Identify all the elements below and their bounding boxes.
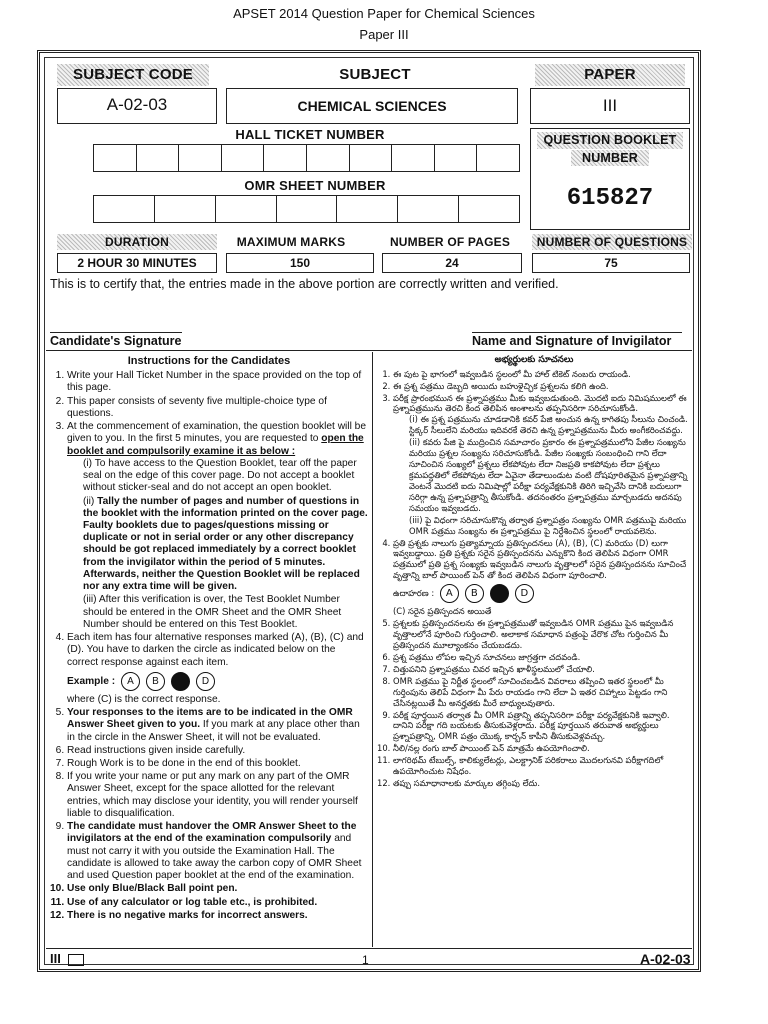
- printer-logo-icon: [68, 954, 84, 966]
- booklet-label-line2: NUMBER: [571, 150, 649, 166]
- telugu-option-d-circle: D: [515, 584, 534, 603]
- instruction-5: [67, 707, 368, 744]
- document-subtitle: Paper III: [359, 27, 409, 42]
- instruction-3-ii-text: Tally the number of pages and number of questions in the booklet with the information printed on the cover page. Faulty booklets due to pages/questions missing or duplicate or not in serial order or any other discrepancy should be got replaced immediately by a correct booklet from the invigilator within the period of 5 minutes. Afterwards, neither the Question Booklet will be replaced nor any extra time will be given.: [83, 495, 368, 593]
- max-marks-box: [226, 253, 374, 273]
- subject-code-value: A-02-03: [106, 95, 168, 114]
- telugu-instruction-3-text: పరీక్ష ప్రారంభమున ఈ ప్రశ్నాపత్రము మీకు ఇవ్వబడుతుంది. మొదటి ఐదు నిమిషములలో ఈ ప్రశ్నాపత్రమును తెరచి కింద తెలిపిన అంశాలను తప్పనిసరిగా సరిచూసుకోండి.: [393, 392, 687, 414]
- telugu-instruction-3-ii: (ii) కవరు పేజి పై ముద్రించిన సమాచారం ప్రకారం ఈ ప్రశ్నాపత్రములోని పేజీల సంఖ్యను మరియు ప్రశ్నల సంఖ్యను సరిచూసుకోండి. పేజీల సంఖ్యకు సంబంధించి గాని లేదా సూచించిన సంఖ్యలో ప్రశ్నలు లేకపోవుట లేదా నిజప్రతి కాకపోవుట లేదా ప్రశ్నలు క్రమపద్ధతిలో లేకపోవుట లేదా ఏవైనా తేడాలుండుట వంటి దోషపూరితమైన ప్రశ్నాపత్రాన్ని వెంటనే మొదటి ఐదు నిమిషాల్లో పరీక్షా పర్యవేక్షకునికి తిరిగి ఇచ్చివేసి దానికి బదులుగా సరిగ్గా ఉన్న ప్రశ్నాపత్రాన్ని తీసుకోండి. తదనంతరం ప్రశ్నాపత్రము మార్చబడదు అదనపు సమయం ఇవ్వబడదు.: [409, 437, 688, 513]
- duration-box: [57, 253, 217, 273]
- certify-text: This is to certify that, the entries made in the above portion are correctly written and verified.: [50, 277, 559, 291]
- telugu-option-b-circle: B: [465, 584, 484, 603]
- instruction-3-ii: (ii) Tally the number of pages and number of questions in the booklet with the information printed on the cover page. Faulty booklets due to pages/questions missing or duplicate or not in serial order or any other discrepancy should be got replaced immediately by a correct booklet from the invigilator within the period of 5 minutes. Afterwards, neither the Question Booklet will be replaced nor any extra time will be given.: [83, 495, 368, 593]
- telugu-instruction-4: [393, 538, 692, 618]
- instruction-8: 8. If you write your name or put any mark on any part of the OMR Answer Sheet, except for the space allotted for the relevant entries, which may disclose your identity, you will render yourself liable to disqualification.: [67, 771, 368, 820]
- instruction-3: [67, 421, 368, 631]
- subject-code-box: [57, 88, 217, 124]
- instruction-3-i-text: To have access to the Question Booklet, tear off the paper seal on the edge of this cover page. Do not accept a booklet without sticker-seal and do not accept an open booklet.: [83, 457, 357, 494]
- instruction-4: [67, 632, 368, 706]
- option-b-circle: B: [146, 672, 165, 691]
- instructions-heading: Instructions for the Candidates: [127, 355, 291, 367]
- instruction-3-intro: At the commencement of examination, the question booklet will be given to you. In the first 5 minutes, you are requested to: [67, 421, 366, 445]
- telugu-example-label: ఉదాహరణ :: [393, 588, 435, 599]
- booklet-number-box: [530, 128, 690, 230]
- telugu-instruction-8: 8. OMR పత్రము పై నిర్ణీత స్థలంలో సూచించబడిన వివరాలు తప్పించి ఇతర స్థలంలో మీ గుర్తింపును తెలిపే విధంగా మీ పేరు రాయడం గాని లేదా ఏ ఇతర చిహ్నాలు పెట్టడం గాని చేసినట్లయితే మీ అనర్హతకు మీరే బాధ్యులవుతారు.: [393, 676, 692, 709]
- telugu-instruction-3-iii-text: పై విధంగా సరిచూసుకొన్న తర్వాత ప్రశ్నాపత్రం సంఖ్యను OMR పత్రముపై మరియు OMR పత్రము సంఖ్యను ఈ ప్రశ్నాపత్రము పై నిర్దేశించిన స్థలంలో రాయవలెను.: [409, 514, 687, 536]
- telugu-instruction-3-ii-text: కవరు పేజి పై ముద్రించిన సమాచారం ప్రకారం ఈ ప్రశ్నాపత్రములోని పేజీల సంఖ్యను మరియు ప్రశ్నల సంఖ్యను సరిచూసుకోండి. పేజీల సంఖ్యకు సంబంధించి గాని లేదా సూచించిన సంఖ్యలో ప్రశ్నలు లేకపోవుట లేదా నిజప్రతి కాకపోవుట లేదా ప్రశ్నలు క్రమపద్ధతిలో లేకపోవుట లేదా ఏవైనా తేడాలుండుట వంటి దోషపూరితమైన ప్రశ్నాపత్రాన్ని వెంటనే మొదటి ఐదు నిమిషాల్లో పరీక్షా పర్యవేక్షకునికి తిరిగి ఇచ్చివేసి దానికి బదులుగా సరిగ్గా ఉన్న ప్రశ్నాపత్రాన్ని తీసుకోండి. తదనంతరం ప్రశ్నాపత్రము మార్చబడదు అదనపు సమయం ఇవ్వబడదు.: [409, 437, 688, 513]
- footer-divider: [46, 948, 692, 949]
- invigilator-signature-label: Name and Signature of Invigilator: [472, 334, 672, 348]
- subject-value: CHEMICAL SCIENCES: [297, 98, 447, 114]
- instruction-3-emphasis: open the booklet and compulsorily examine it as below :: [67, 433, 364, 457]
- instruction-3-i: (i) To have access to the Question Booklet, tear off the paper seal on the edge of this cover page. Do not accept a booklet without sticker-seal and do not accept an open booklet.: [83, 457, 357, 494]
- example-note: where (C) is the correct response.: [67, 693, 221, 705]
- telugu-instruction-5: 5. ప్రశ్నలకు ప్రతిస్పందనలను ఈ ప్రశ్నాపత్రముతో ఇవ్వబడిన OMR పత్రము పైన ఇవ్వబడిన వృత్తాలలోనే పూరించి గుర్తించాలి. అలాకాక సమాధాన పత్రంపై వేరొక చోట గుర్తించిన మీ ప్రతిస్పందన మూల్యాంకనం చేయబడదు.: [393, 618, 692, 651]
- instruction-4-text: Each item has four alternative responses marked (A), (B), (C) and (D). You have to darken the circle as indicated below on the correct response against each item.: [67, 632, 364, 668]
- booklet-number-value: 615827: [566, 185, 654, 212]
- document-title: APSET 2014 Question Paper for Chemical Sciences: [233, 6, 535, 21]
- duration-value: 2 HOUR 30 MINUTES: [77, 256, 197, 270]
- telugu-instruction-12: 12. తప్పు సమాధానాలకు మార్కుల తగ్గింపు లేదు.: [393, 778, 692, 789]
- instruction-9: [67, 821, 368, 882]
- paper-box: [530, 88, 690, 124]
- questions-label: NUMBER OF QUESTIONS: [532, 234, 692, 250]
- questions-value: 75: [604, 256, 618, 270]
- telugu-instruction-3-i-text: ఈ ప్రశ్న పత్రమును చూడడానికి కవర్ పేజి అంచున ఉన్న కాగితపు సీలును చించండి. స్టిక్కర్ సీలులేని మరియు ఇదివరకే తెరచి ఉన్న ప్రశ్నాపత్రమును మీరు అంగీకరించవద్దు.: [409, 414, 688, 436]
- instruction-9-text: and must not carry it with you outside the Examination Hall. The candidate is allowed to take away the carbon copy of OMR Sheet and used Question paper booklet at the end of the examination.: [67, 833, 362, 882]
- telugu-instruction-3-i: (i) ఈ ప్రశ్న పత్రమును చూడడానికి కవర్ పేజి అంచున ఉన్న కాగితపు సీలును చించండి. స్టిక్కర్ సీలులేని మరియు ఇదివరకే తెరచి ఉన్న ప్రశ్నాపత్రమును మీరు అంగీకరించవద్దు.: [409, 414, 688, 436]
- page-number: 1: [362, 953, 369, 967]
- telugu-instruction-6: 6. ప్రశ్న పత్రము లోపల ఇచ్చిన సూచనలు జాగ్రత్తగా చదవండి.: [393, 652, 692, 663]
- omr-sheet-grid[interactable]: [93, 195, 520, 223]
- telugu-example-note: (C) సరైన ప్రతిస్పందన అయితే: [393, 606, 492, 617]
- telugu-instructions: [376, 355, 692, 790]
- option-d-circle: D: [196, 672, 215, 691]
- telugu-option-c-filled-circle: [490, 584, 509, 603]
- candidate-signature-label: Candidate's Signature: [50, 334, 182, 348]
- english-instructions: [50, 355, 368, 923]
- footer-paper-code: [50, 951, 84, 966]
- invigilator-signature-line: [472, 332, 682, 333]
- hall-ticket-label: HALL TICKET NUMBER: [235, 127, 385, 142]
- subject-box: [226, 88, 518, 124]
- instruction-2: 2. This paper consists of seventy five multiple-choice type of questions.: [67, 396, 368, 420]
- instruction-3-iii-text: After this verification is over, the Test Booklet Number should be entered in the OMR Sheet and the OMR Sheet Number should be entered on this Test Booklet.: [83, 594, 342, 630]
- hall-ticket-grid[interactable]: [93, 144, 520, 172]
- max-marks-label: MAXIMUM MARKS: [236, 235, 346, 249]
- instruction-6: 6. Read instructions given inside carefully.: [67, 745, 368, 757]
- instruction-7: 7. Rough Work is to be done in the end of this booklet.: [67, 758, 368, 770]
- example-label: Example :: [67, 676, 116, 687]
- instruction-10: 10. Use only Blue/Black Ball point pen.: [67, 883, 368, 895]
- telugu-instruction-11: 11. లాగరిథమ్ టేబుల్స్, కాలిక్యులేటర్లు, ఎలక్ట్రానిక్ పరికరాలు మొదలగునవి పరీక్షాగదిలో ఉపయోగించుట నిషేధం.: [393, 755, 692, 777]
- instruction-9-emphasis: The candidate must handover the OMR Answer Sheet to the invigilators at the end of the examination compulsorily: [67, 821, 357, 845]
- telugu-instruction-10: 10. నీలి/నల్ల రంగు బాల్ పాయింట్ పెన్ మాత్రమే ఉపయోగించాలి.: [393, 743, 692, 754]
- subject-code-label: SUBJECT CODE: [57, 64, 209, 86]
- footer-subject-code: A-02-03: [640, 951, 691, 967]
- telugu-instruction-4-text: ప్రతి ప్రశ్నకు నాలుగు ప్రత్యామ్నాయ ప్రతిస్పందనలు (A), (B), (C) మరియు (D) లుగా ఇవ్వబడ్డాయి. ప్రతి ప్రశ్నకు సరైన ప్రతిస్పందనను ఎన్నుకొని కింద తెలిపిన విధంగా OMR పత్రములో ప్రతి ప్రశ్న సంఖ్యకు ఇవ్వబడిన నాలుగు వృత్తాలలో సరైన ప్రతిస్పందనను సూచించే వృత్తాన్ని బాల్ పాయింట్ పెన్ తో కింద తెలిపిన విధంగా పూరించాలి.: [393, 537, 687, 581]
- telugu-heading: అభ్యర్థులకు సూచనలు: [494, 355, 574, 365]
- telugu-instruction-9: 9. పరీక్ష పూర్తయిన తర్వాత మీ OMR పత్రాన్ని తప్పనిసరిగా పరీక్షా పర్యవేక్షకునికి ఇవ్వాలి. దానిని పరీక్షా గది బయటకు తీసుకువెళ్లరాదు. పరీక్ష పూర్తయిన తరువాత అభ్యర్థులు ప్రశ్నాపత్రాన్ని, OMR పత్రం యొక్క కార్బన్ కాపీని తీసుకువెళ్లవచ్చు.: [393, 710, 692, 743]
- paper-value: III: [602, 96, 618, 115]
- questions-box: [532, 253, 690, 273]
- max-marks-value: 150: [289, 256, 311, 270]
- candidate-signature-line: [50, 332, 182, 333]
- telugu-instruction-7: 7. చిత్తుపనిని ప్రశ్నాపత్రము చివర ఇచ్చిన ఖాళీస్థలములో చేయాలి.: [393, 664, 692, 675]
- duration-label: DURATION: [57, 234, 217, 250]
- instruction-5-text: If you mark at any place other than in the circle in the Answer Sheet, it will not be evaluated.: [67, 719, 360, 743]
- telugu-instruction-2: 2. ఈ ప్రశ్న పత్రము డెబ్బది అయిదు బహుళైచ్ఛిక ప్రశ్నలను కలిగి ఉంది.: [393, 381, 692, 392]
- telugu-instruction-3-iii: (iii) పై విధంగా సరిచూసుకొన్న తర్వాత ప్రశ్నాపత్రం సంఖ్యను OMR పత్రముపై మరియు OMR పత్రము సంఖ్యను ఈ ప్రశ్నాపత్రము పై నిర్దేశించిన స్థలంలో రాయవలెను.: [409, 514, 687, 536]
- footer-paper-numeral: III: [50, 951, 61, 966]
- instruction-12: 12. There is no negative marks for incorrect answers.: [67, 910, 368, 922]
- telugu-instruction-3: [393, 393, 692, 537]
- pages-box: [382, 253, 522, 273]
- instruction-5-emphasis: Your responses to the items are to be indicated in the OMR Answer Sheet given to you.: [67, 707, 353, 731]
- omr-sheet-label: OMR SHEET NUMBER: [244, 178, 386, 193]
- pages-value: 24: [445, 256, 459, 270]
- column-divider: [372, 352, 373, 947]
- option-c-filled-circle: [171, 672, 190, 691]
- option-a-circle: A: [121, 672, 140, 691]
- section-divider: [46, 350, 692, 351]
- instruction-11: 11. Use of any calculator or log table etc., is prohibited.: [67, 897, 368, 909]
- booklet-label-line1: QUESTION BOOKLET: [537, 132, 683, 149]
- telugu-option-a-circle: A: [440, 584, 459, 603]
- instruction-3-iii: (iii) After this verification is over, the Test Booklet Number should be entered in the OMR Sheet and the OMR Sheet Number should be entered on this Test Booklet.: [83, 594, 342, 630]
- pages-label: NUMBER OF PAGES: [389, 235, 511, 249]
- telugu-instruction-1: 1. ఈ పుట పై భాగంలో ఇవ్వబడిన స్థలంలో మీ హాల్ టికెట్ నంబరు రాయండి.: [393, 369, 692, 380]
- subject-label: SUBJECT: [339, 66, 411, 83]
- instruction-1: 1. Write your Hall Ticket Number in the space provided on the top of this page.: [67, 370, 368, 394]
- paper-label: PAPER: [535, 64, 685, 86]
